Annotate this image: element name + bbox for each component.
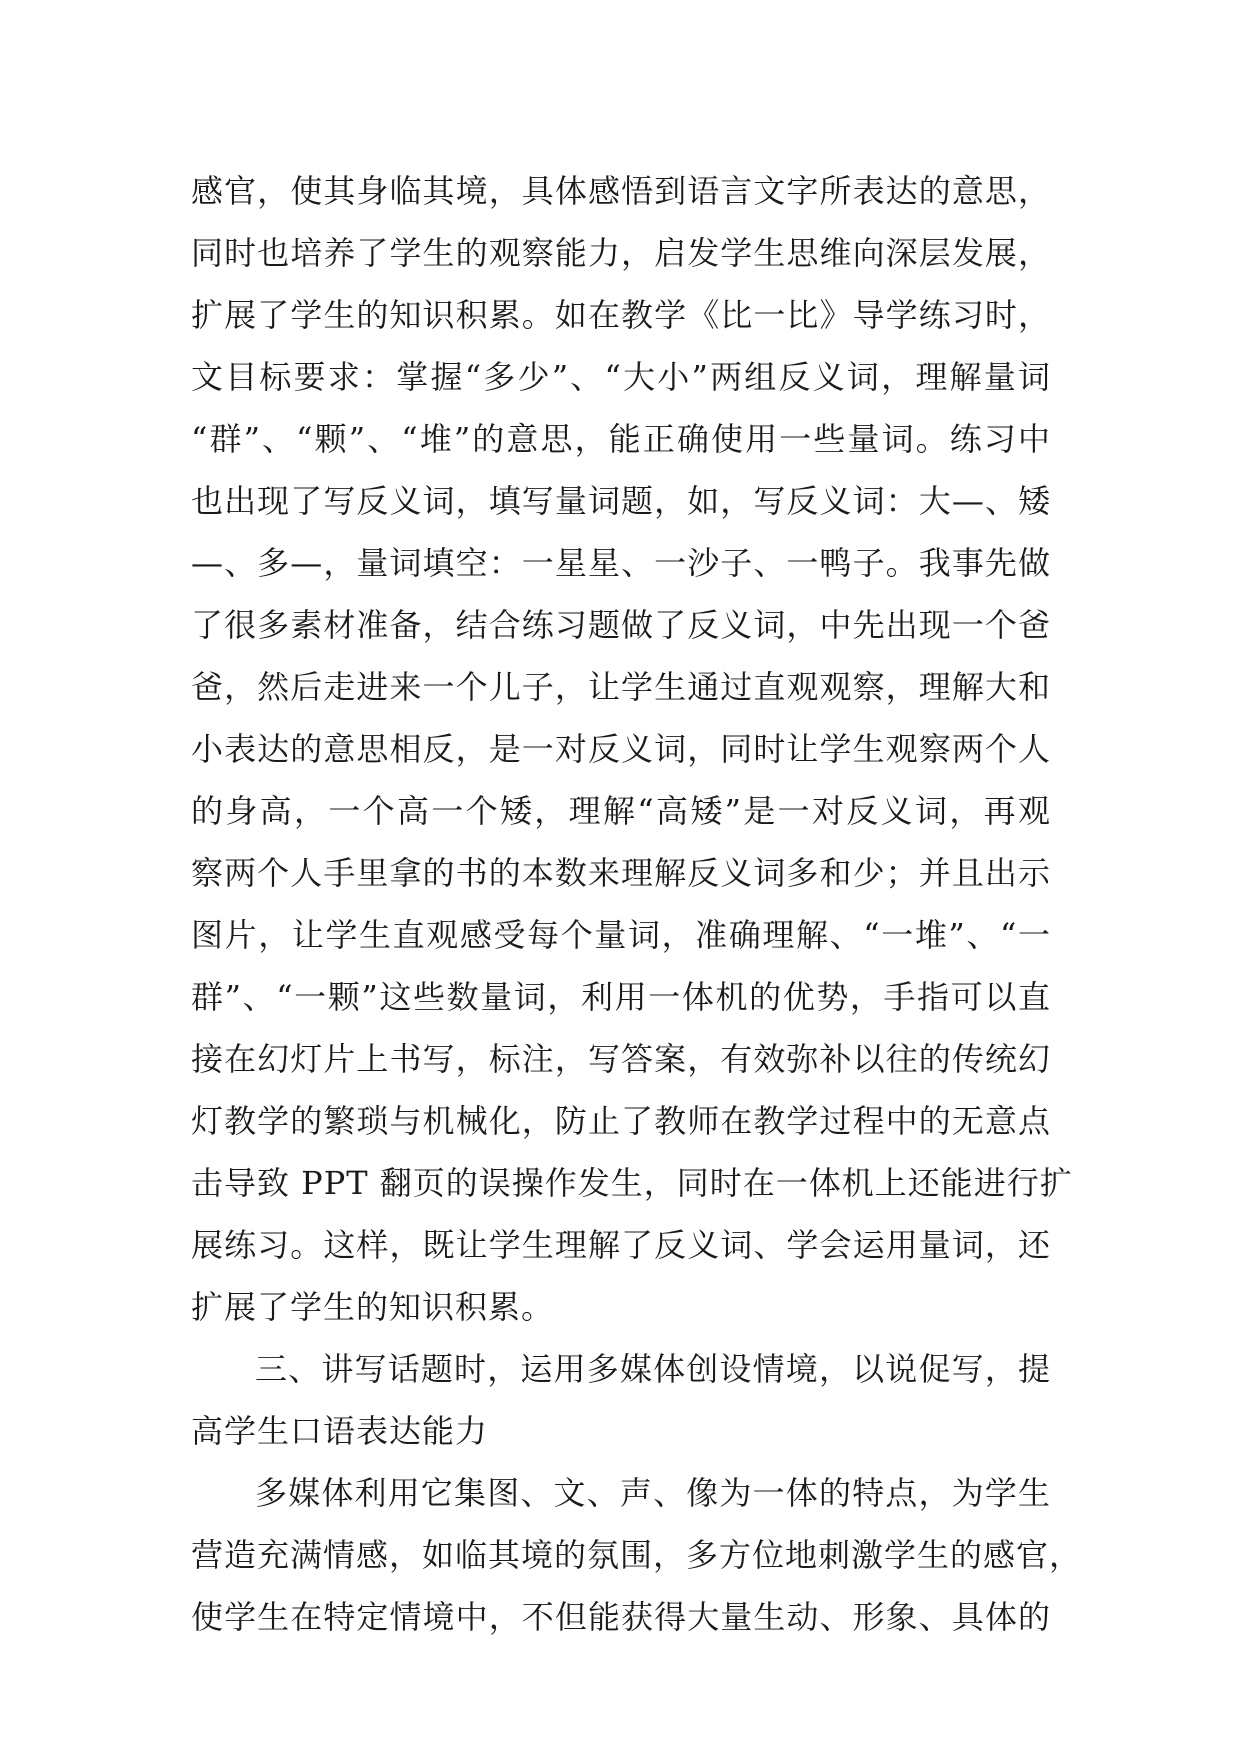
text-line: 的身高，一个高一个矮，理解“高矮”是一对反义词，再观: [191, 792, 1051, 830]
section-heading-line: 高学生口语表达能力: [191, 1412, 489, 1450]
text-line: 同时也培养了学生的观察能力，启发学生思维向深层发展，: [191, 234, 1051, 272]
text-line: 察两个人手里拿的书的本数来理解反义词多和少；并且出示: [191, 854, 1051, 892]
text-line: 接在幻灯片上书写，标注，写答案，有效弥补以往的传统幻: [191, 1040, 1051, 1078]
text-line: 文目标要求：掌握“多少”、“大小”两组反义词，理解量词: [191, 358, 1051, 396]
text-line: 多媒体利用它集图、文、声、像为一体的特点，为学生: [255, 1474, 1051, 1512]
text-line: 图片，让学生直观感受每个量词，准确理解、“一堆”、“一: [191, 916, 1051, 954]
text-line: “群”、“颗”、“堆”的意思，能正确使用一些量词。练习中: [191, 420, 1051, 458]
text-line: 扩展了学生的知识积累。如在教学《比一比》导学练习时，: [191, 296, 1051, 334]
body-text: [191, 160, 1083, 1648]
text-line: 爸，然后走进来一个儿子，让学生通过直观观察，理解大和: [191, 668, 1051, 706]
text-line: 展练习。这样，既让学生理解了反义词、学会运用量词，还: [191, 1226, 1051, 1264]
text-line: 感官，使其身临其境，具体感悟到语言文字所表达的意思，: [191, 172, 1051, 210]
text-line: 群”、“一颗”这些数量词，利用一体机的优势，手指可以直: [191, 978, 1051, 1016]
text-line: 使学生在特定情境中，不但能获得大量生动、形象、具体的: [191, 1598, 1051, 1636]
text-line: 小表达的意思相反，是一对反义词，同时让学生观察两个人: [191, 730, 1051, 768]
text-line: —、多—，量词填空：一星星、一沙子、一鸭子。我事先做: [191, 544, 1051, 582]
text-line: 也出现了写反义词，填写量词题，如，写反义词：大—、矮: [191, 482, 1051, 520]
text-line: 灯教学的繁琐与机械化，防止了教师在教学过程中的无意点: [191, 1102, 1051, 1140]
text-line: 扩展了学生的知识积累。: [191, 1288, 555, 1326]
text-line: 营造充满情感，如临其境的氛围，多方位地刺激学生的感官，: [191, 1536, 1083, 1574]
text-line: 击导致 PPT 翻页的误操作发生，同时在一体机上还能进行扩: [191, 1164, 1073, 1202]
section-heading-line: 三、讲写话题时，运用多媒体创设情境，以说促写，提: [255, 1350, 1051, 1388]
text-line: 了很多素材准备，结合练习题做了反义词，中先出现一个爸: [191, 606, 1051, 644]
